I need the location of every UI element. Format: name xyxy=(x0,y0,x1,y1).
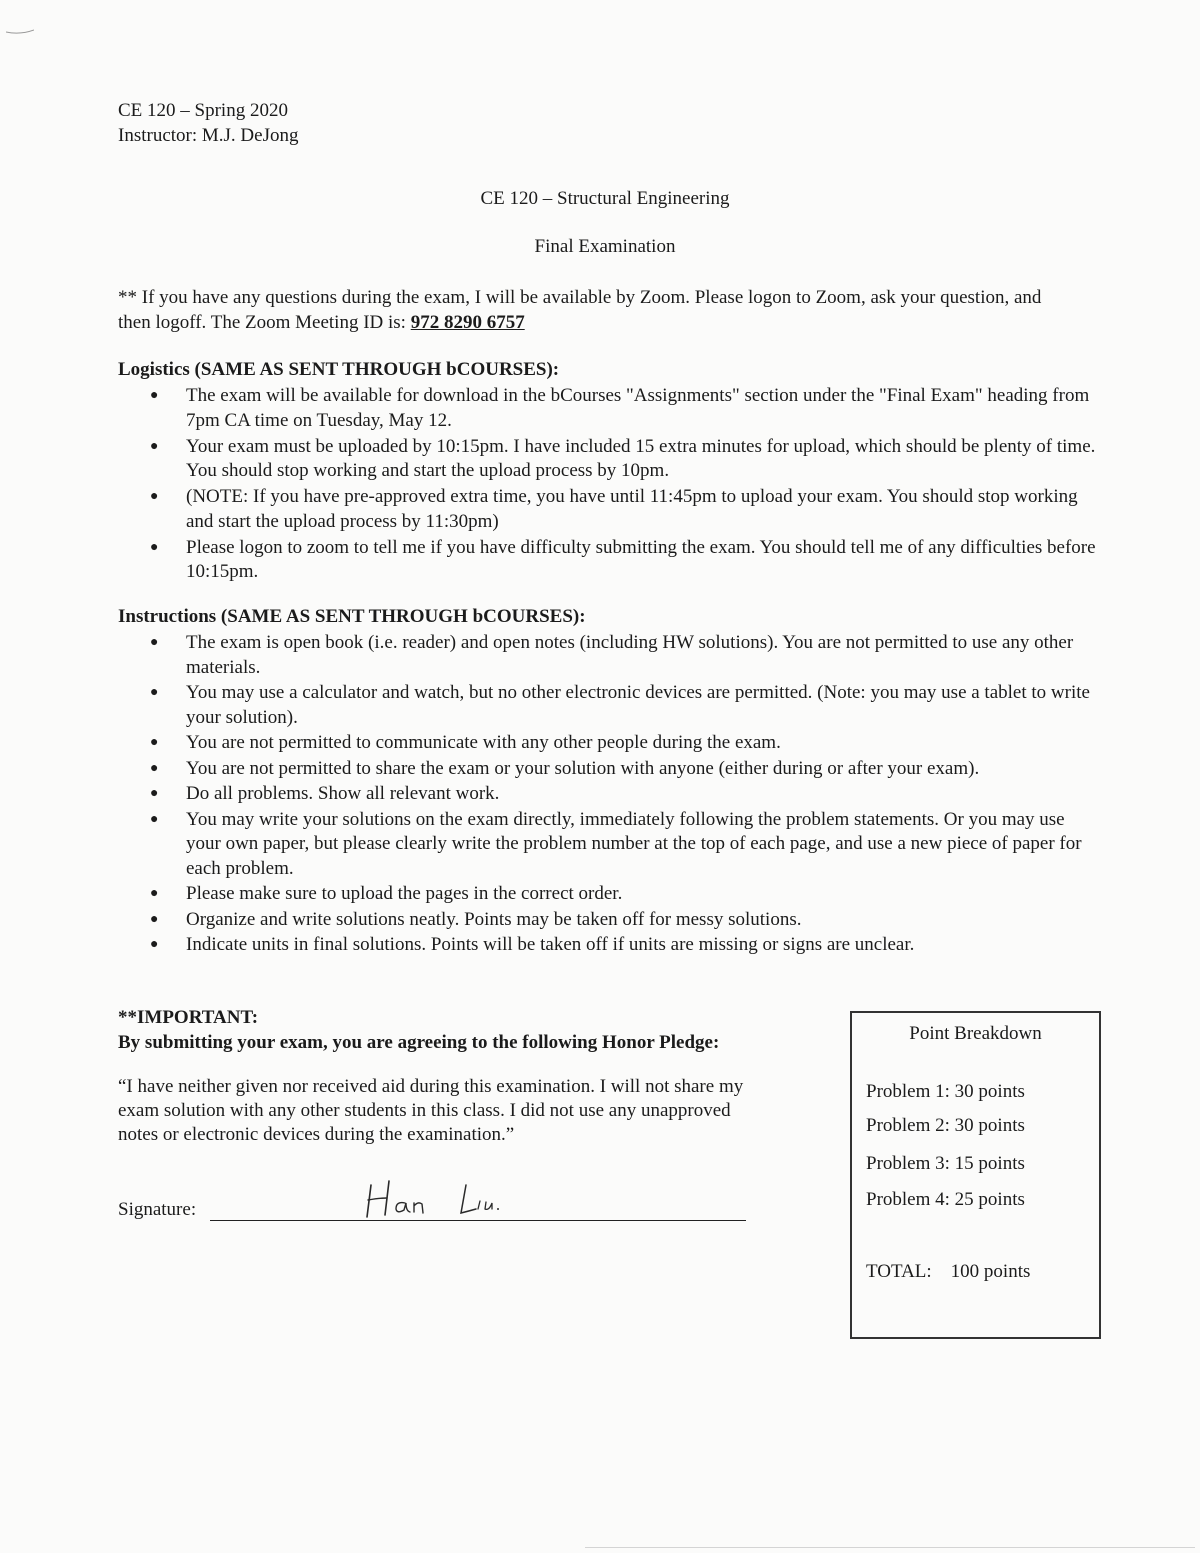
zoom-note-text: ** If you have any questions during the exam, I will be available by Zoom. Please logon to Zoom, ask your question, and then logoff. The Zoom Meeting ID is: xyxy=(118,287,1042,333)
list-item: ● You are not permitted to share the exam or your solution with anyone (either during or after your exam). xyxy=(148,757,1098,782)
bullet-icon: ● xyxy=(150,539,159,555)
bullet-icon: ● xyxy=(150,937,159,952)
list-item: ● You may use a calculator and watch, but no other electronic devices are permitted. (Note: you may use a tablet to write your solution). xyxy=(150,682,1090,728)
signature-label: Signature: xyxy=(118,1199,197,1220)
bullet-icon: ● xyxy=(150,388,159,403)
signature-row xyxy=(118,1165,758,1225)
logistics-heading: Logistics (SAME AS SENT THROUGH bCOURSES): xyxy=(118,359,560,380)
course-title: CE 120 – Structural Engineering xyxy=(480,188,730,209)
bullet-icon: ● xyxy=(150,886,159,901)
course-header xyxy=(118,98,298,148)
honor-pledge-heading: By submitting your exam, you are agreeing to the following Honor Pledge: xyxy=(118,1032,720,1053)
bullet-icon: ● xyxy=(150,911,159,927)
point-breakdown-title: Point Breakdown xyxy=(909,1023,1042,1044)
point-breakdown-box xyxy=(850,1011,1101,1339)
scan-edge-line xyxy=(585,1547,1195,1548)
instructions-list xyxy=(148,631,1098,959)
bullet-icon: ● xyxy=(150,760,159,776)
bullet-icon: ● xyxy=(150,438,159,454)
important-heading: **IMPORTANT: xyxy=(118,1007,259,1028)
total-points: TOTAL: 100 points xyxy=(866,1261,1031,1282)
handwritten-signature xyxy=(363,1173,533,1223)
list-item: ● (NOTE: If you have pre-approved extra time, you have until 11:45pm to upload your exam. You should stop working and start the upload process by 11:30pm) xyxy=(150,486,1078,532)
course-term: CE 120 – Spring 2020 xyxy=(118,100,288,121)
problem-2-points: Problem 2: 30 points xyxy=(866,1115,1025,1136)
honor-pledge-text: “I have neither given nor received aid during this examination. I will not share my exam solution with any other students in this class. I did not use any unapproved notes or electronic devices during the examination.” xyxy=(118,1076,744,1145)
scan-mark xyxy=(6,28,34,36)
list-item: ● Please make sure to upload the pages in the correct order. xyxy=(148,882,1098,907)
bullet-icon: ● xyxy=(150,735,159,750)
zoom-meeting-id: 972 8290 6757 xyxy=(410,312,525,333)
zoom-note xyxy=(118,285,1078,335)
instructions-heading: Instructions (SAME AS SENT THROUGH bCOURSES): xyxy=(118,606,586,627)
list-item: ● Organize and write solutions neatly. Points may be taken off for messy solutions. xyxy=(148,908,1098,933)
important-notice xyxy=(118,1005,719,1055)
bullet-icon: ● xyxy=(150,685,159,700)
problem-3-points: Problem 3: 15 points xyxy=(866,1153,1025,1174)
bullet-icon: ● xyxy=(150,489,159,504)
list-item: ● The exam will be available for download in the bCourses "Assignments" section under the "Final Exam" heading from 7pm CA time on Tuesday, May 12. xyxy=(150,385,1090,431)
list-item: ● You are not permitted to communicate with any other people during the exam. xyxy=(148,731,1098,756)
list-item: ● Your exam must be uploaded by 10:15pm. I have included 15 extra minutes for upload, which should be plenty of time. You should stop working and start the upload process by 10pm. xyxy=(150,435,1096,481)
list-item: ● You may write your solutions on the exam directly, immediately following the problem statements. Or you may use your own paper, but please clearly write the problem number at the top of each page, and use a new piece of paper for each problem. xyxy=(150,808,1082,879)
list-item: ● Do all problems. Show all relevant work. xyxy=(148,782,1098,807)
bullet-icon: ● xyxy=(150,811,159,827)
list-item: ● The exam is open book (i.e. reader) and open notes (including HW solutions). You are not permitted to use any other materials. xyxy=(150,632,1074,678)
exam-title: Final Examination xyxy=(534,236,676,257)
instructor-name: Instructor: M.J. DeJong xyxy=(118,125,299,146)
list-item: ● Indicate units in final solutions. Points will be taken off if units are missing or signs are unclear. xyxy=(148,933,1098,958)
logistics-list xyxy=(148,384,1098,586)
problem-4-points: Problem 4: 25 points xyxy=(866,1189,1025,1210)
problem-1-points: Problem 1: 30 points xyxy=(866,1081,1025,1102)
bullet-icon: ● xyxy=(150,635,159,650)
bullet-icon: ● xyxy=(150,786,159,801)
list-item: ● Please logon to zoom to tell me if you have difficulty submitting the exam. You should tell me of any difficulties before 10:15pm. xyxy=(150,536,1096,582)
